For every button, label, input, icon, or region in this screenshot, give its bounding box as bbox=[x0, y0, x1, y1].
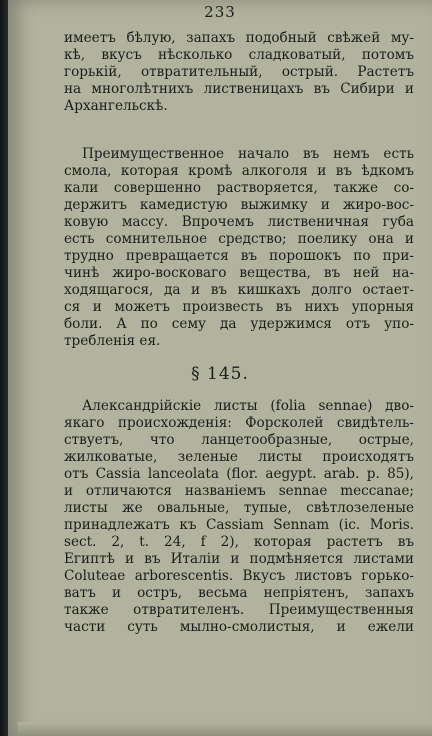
text-line: Преимущественное начало въ немъ есть bbox=[82, 146, 414, 162]
text-line: на многолѣтнихъ лиственицахъ въ Сибири и bbox=[64, 81, 414, 97]
section-heading: § 145. bbox=[191, 364, 249, 384]
text-line: Александрійскіе листы (folia sennae) дво- bbox=[82, 398, 414, 414]
text-line: жилковатые, зеленые листы происходятъ bbox=[64, 449, 414, 465]
text-line: якаго происхожденія: Форсколей свидѣтель- bbox=[64, 415, 414, 431]
text-line: трудно превращается въ порошокъ по при- bbox=[64, 248, 414, 264]
text-line: принадлежатъ къ Cassiam Sennam (ic. Moris. bbox=[64, 517, 414, 533]
text-line: ся и можетъ произвесть въ нихъ упорныя bbox=[64, 299, 414, 315]
text-line: sect. 2, t. 24, f 2), которая растетъ въ bbox=[64, 534, 414, 550]
text-line: есть сомнительное средство; поелику она и bbox=[64, 231, 414, 247]
text-line: ствуетъ, что ланцетообразные, острые, bbox=[64, 432, 414, 448]
text-line: и отличаются названіемъ sennae meccanae; bbox=[64, 483, 414, 499]
page-bottom-edge bbox=[18, 722, 432, 736]
text-line: ходящагося, да и въ кишкахъ долго остает- bbox=[64, 282, 414, 298]
text-line: отъ Cassia lanceolata (flor. aegypt. arab. p. 85), bbox=[64, 466, 414, 482]
text-line: Coluteae arborescentis. Вкусъ листовъ горько- bbox=[64, 568, 414, 584]
text-line: горькій, отвратительный, острый. Растетъ bbox=[64, 64, 414, 80]
text-line: чинѣ жиро-восковаго вещества, въ ней на- bbox=[64, 265, 414, 281]
text-line: имеетъ бѣлую, запахъ подобный свѣжей му- bbox=[64, 30, 414, 46]
text-line: ковую массу. Впрочемъ лиственичная губа bbox=[64, 214, 414, 230]
text-line: также отвратителенъ. Преимущественныя bbox=[64, 602, 414, 618]
text-line: Архангельскѣ. bbox=[64, 98, 168, 114]
text-line: Египтѣ и въ Италіи и подмѣняется листами bbox=[64, 551, 414, 567]
page-number: 233 bbox=[204, 3, 236, 21]
text-line: держитъ камедистую выжимку и жиро-вос- bbox=[64, 197, 414, 213]
text-line: ватъ и остръ, весьма непріятенъ, запахъ bbox=[64, 585, 414, 601]
text-line: кали совершенно растворяется, также со- bbox=[64, 180, 414, 196]
text-line: кѣ, вкусъ нѣсколько сладковатый, потомъ bbox=[64, 47, 414, 63]
text-line: требленія ея. bbox=[64, 333, 161, 349]
text-line: листы же овальные, тупые, свѣтлозеленые bbox=[64, 500, 414, 516]
text-line: смола, которая кромѣ алкоголя и въ ѣдкомъ bbox=[64, 163, 414, 179]
book-page bbox=[8, 0, 432, 736]
text-line: боли. А по сему да удержимся отъ упо- bbox=[64, 316, 414, 332]
text-line: части суть мылно-смолистыя, и ежели bbox=[64, 619, 414, 635]
